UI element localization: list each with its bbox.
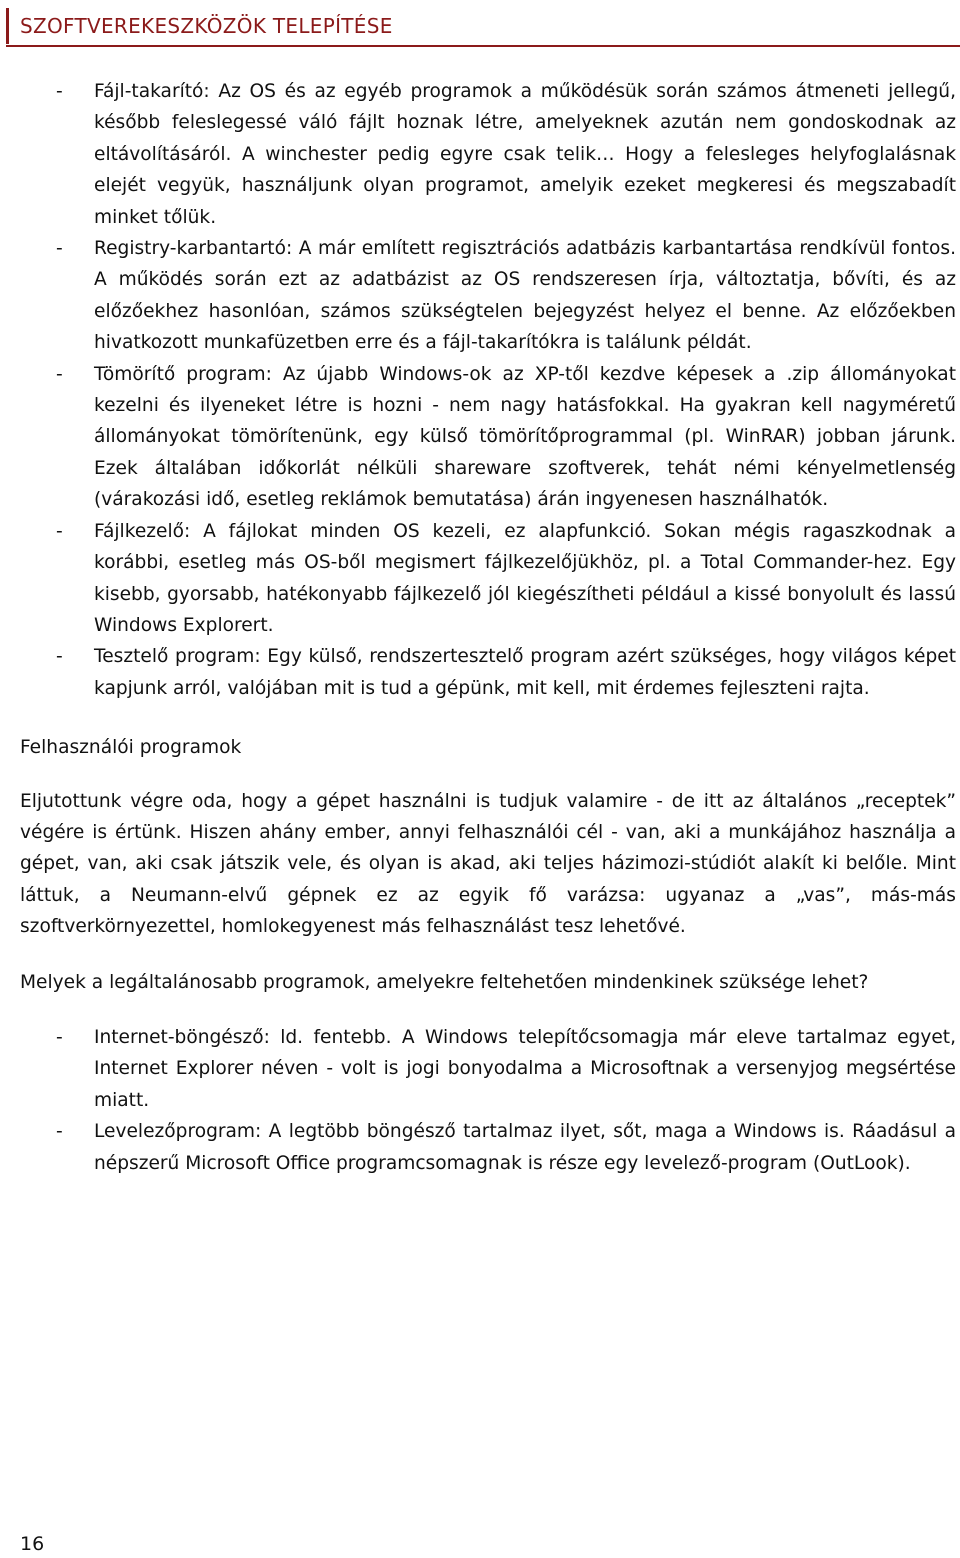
section-heading: Felhasználói programok [20,737,242,759]
list-item-text: Tömörítő program: Az újabb Windows-ok az XP-től kezdve képesek a .zip állományokat kezelni és ilyeneket létre is hozni - nem nagy hatásfokkal. Ha gyakran kell nagyméretű állományokat tömörítenünk, egy külső tömörítőprogrammal (pl. WinRAR) jobban járunk. Ezek általában időkorlát nélküli shareware szoftverek, tehát némi kényelmetlenség (várakozási idő, esetleg reklámok bemutatása) árán ingyenesen használhatók. [94,363,956,511]
list-dash: - [56,1026,63,1048]
list-dash: - [56,363,63,385]
list-item-compressor [20,359,956,516]
page-content [20,76,956,1179]
list-item-text: Fájlkezelő: A fájlokat minden OS kezeli, ez alapfunkció. Sokan mégis ragaszkodnak a korábbi, esetleg más OS-ből megismert fájlkezelőjükhöz, pl. a Total Commander-hez. Egy kisebb, gyorsabb, hatékonyabb fájlkezelő jól kiegészítheti például a kissé bonyolult és lassú Windows Explorert. [94,520,956,636]
question-paragraph: Melyek a legáltalánosabb programok, amelyekre feltehetően mindenkinek szüksége lehet? [20,971,869,993]
tool-program-list [20,76,956,704]
list-dash: - [56,81,63,102]
user-program-list [20,1022,956,1179]
list-item-tester [20,641,956,704]
list-dash: - [56,1121,63,1143]
header-rule [6,45,960,47]
header-title: SZOFTVEREKESZKÖZÖK TELEPÍTÉSE [20,14,393,38]
list-dash: - [56,646,63,668]
list-item-text: Internet-böngésző: ld. fentebb. A Windows telepítőcsomagja már eleve tartalmaz egyet, Internet Explorer néven - volt is jogi bonyodalma a Microsoftnak a versenyjog megsértése miatt. [94,1026,956,1111]
header-accent-bar [6,8,9,44]
list-item-mail-client [20,1116,956,1179]
list-item-text: Registry-karbantartó: A már említett regisztrációs adatbázis karbantartása rendkívül fontos. A működés során ezt az adatbázist az OS rendszeresen írja, változtatja, bővíti, és az előzőekhez hasonlóan, számos szükségtelen bejegyzést helyez el benne. Az előzőekben hivatkozott munkafüzetben erre és a fájl-takarítókra is találunk példát. [94,238,956,354]
list-item-browser [20,1022,956,1116]
list-item-registry-cleaner [20,233,956,359]
list-item-text: Fájl-takarító: Az OS és az egyéb programok a működésük során számos átmeneti jellegű, később feleslegessé váló fájlt hoznak létre, amelyeknek azután nem gondoskodnak az eltávolításáról. A winchester pedig egyre csak telik… Hogy a felesleges helyfoglalásnak elejét vegyük, használjunk olyan programot, amelyik ezeket megkeresi és megszabadít minket tőlük. [94,81,956,228]
list-dash: - [56,520,63,542]
page-header [0,0,960,48]
list-item-file-cleaner [20,76,956,233]
page-number: 16 [20,1533,45,1555]
list-dash: - [56,238,63,260]
list-item-file-manager [20,516,956,642]
list-item-text: Levelezőprogram: A legtöbb böngésző tartalmaz ilyet, sőt, maga a Windows is. Ráadásul a népszerű Microsoft Office programcsomagnak is része egy levelező-program (OutLook). [94,1121,956,1174]
intro-paragraph: Eljutottunk végre oda, hogy a gépet használni is tudjuk valamire - de itt az általános „receptek” végére is értünk. Hiszen ahány ember, annyi felhasználói cél - van, aki a munkájához használja a gépet, van, aki csak játszik vele, és olyan is akad, aki teljes házimozi-stúdiót alakít ki belőle. Mint láttuk, a Neumann-elvű gépnek ez az egyik fő varázsa: ugyanaz a „vas”, más-más szoftverkörnyezettel, homlokegyenest más felhasználást tesz lehetővé. [20,790,956,938]
list-item-text: Tesztelő program: Egy külső, rendszertesztelő program azért szükséges, hogy világos képet kapjunk arról, valójában mit is tud a gépünk, mit kell, mit érdemes fejleszteni rajta. [94,646,956,699]
